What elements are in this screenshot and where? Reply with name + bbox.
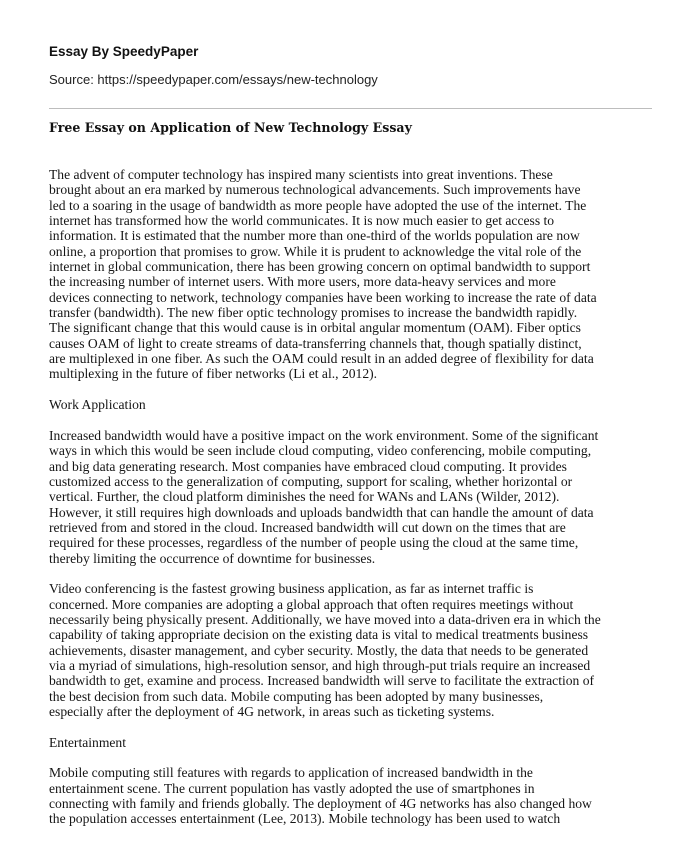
entertainment-paragraph-1: Mobile computing still features with regards to application of increased bandwidth in the entertainment scene. The current population has vastly adopted the use of smartphones in connecting with family and friends globally. The deployment of 4G networks has also changed how the population accesses entertainment (Lee, 2013). Mobile technology has been used to watch [49,765,592,827]
section-heading-entertainment: Entertainment [49,734,127,750]
intro-paragraph: The advent of computer technology has inspired many scientists into great inventions. These brought about an era marked by numerous technological advancements. Such improvements have led to a soaring in the usage of bandwidth as more people have adopted the use of the internet. The internet has transformed how the world communicates. It is now much easier to get access to information. It is estimated that the number more than one-third of the worlds population are now online, a proportion that promises to grow. While it is prudent to acknowledge the vital role of the internet in global communication, there has been growing concern on optimal bandwidth to support the increasing number of internet users. With more users, more data-heavy services and more devices connecting to network, technology companies have been working to increase the rate of data transfer (bandwidth). The new fiber optic technology promises to increase the bandwidth rapidly. The significant change that this would cause is in orbital angular momentum (OAM). Fiber optics causes OAM of light to create streams of data-transferring channels that, though spatially distinct, are multiplexed in one fiber. As such the OAM could result in an added degree of flexibility for data multiplexing in the future of fiber networks (Li et al., 2012). [49,167,597,382]
essay-title: Free Essay on Application of New Technology Essay [49,120,412,135]
work-paragraph-1: Increased bandwidth would have a positive impact on the work environment. Some of the significant ways in which this would be seen include cloud computing, video conferencing, mobile computing, and big data generating research. Most companies have embraced cloud computing. It provides customized access to the generalization of computing, support for scaling, whether horizontal or vertical. Further, the cloud platform diminishes the need for WANs and LANs (Wilder, 2012). However, it still requires high downloads and uploads bandwidth that can handle the amount of data retrieved from and stored in the cloud. Increased bandwidth will cut down on the times that are required for these processes, regardless of the number of people using the cloud at the same time, thereby limiting the occurrence of downtime for businesses. [49,427,599,566]
work-paragraph-2: Video conferencing is the fastest growing business application, as far as internet traffic is concerned. More companies are adopting a global approach that often requires meetings without necessarily being physically present. Additionally, we have moved into a data-driven era in which the capability of taking appropriate decision on the existing data is vital to medical treatments business achievements, disaster management, and cyber security. Mostly, the data that needs to be generated via a myriad of simulations, high-resolution sensor, and high through-put trials require an increased bandwidth to get, examine and process. Increased bandwidth will serve to facilitate the extraction of the best decision from such data. Mobile computing has been adopted by many businesses, especially after the deployment of 4G network, in areas such as ticketing systems. [49,581,601,720]
header-divider [49,108,652,109]
source-line: Source: https://speedypaper.com/essays/new-technology [49,72,378,87]
brand-title: Essay By SpeedyPaper [49,44,199,59]
section-heading-work-application: Work Application [49,397,146,413]
essay-body [49,167,669,842]
